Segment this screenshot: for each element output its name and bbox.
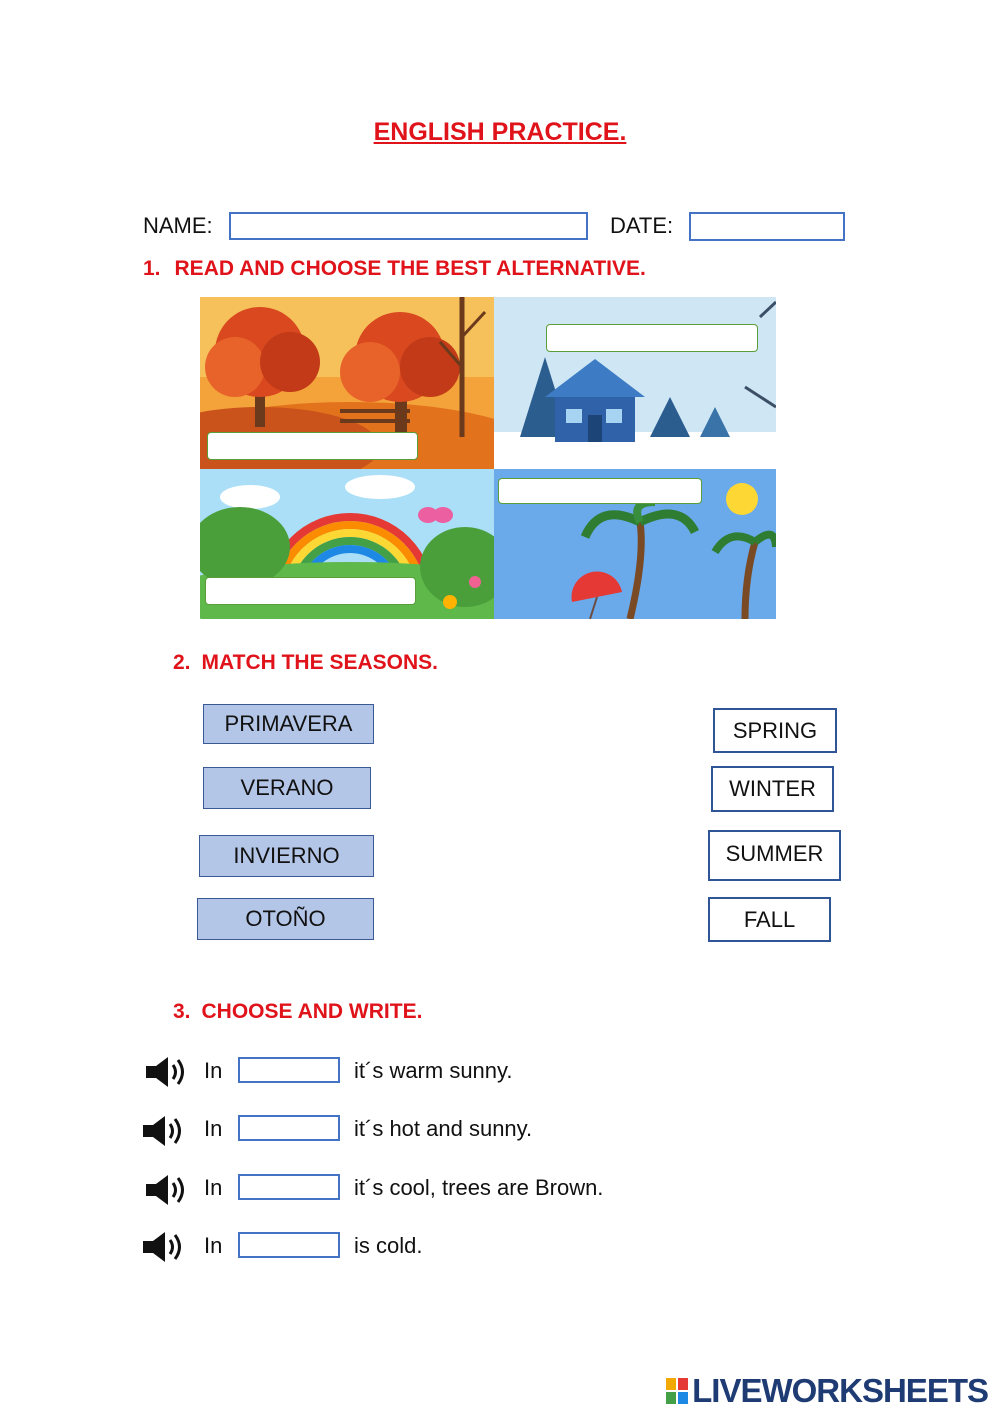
- winter-answer-field[interactable]: [546, 324, 758, 352]
- section1-heading: [143, 257, 646, 281]
- winter-scene: [494, 297, 776, 469]
- sentence-prefix: In: [204, 1116, 223, 1141]
- match-box-spring[interactable]: SPRING: [713, 708, 837, 753]
- date-label: DATE:: [610, 213, 674, 238]
- sentence-prefix: In: [204, 1175, 223, 1200]
- speaker-icon[interactable]: [144, 1172, 190, 1208]
- match-box-invierno[interactable]: INVIERNO: [199, 835, 374, 877]
- section2-title: MATCH THE SEASONS.: [201, 651, 438, 674]
- section2-heading: [173, 651, 438, 675]
- sentence-suffix: it´s warm sunny.: [354, 1058, 513, 1083]
- match-box-primavera[interactable]: PRIMAVERA: [203, 704, 374, 744]
- match-box-summer[interactable]: SUMMER: [708, 830, 841, 881]
- logo-text: LIVEWORKSHEETS: [692, 1372, 988, 1409]
- sentence-prefix: In: [204, 1058, 223, 1083]
- sentence-blank-2[interactable]: [238, 1115, 340, 1141]
- date-field[interactable]: [689, 212, 845, 241]
- name-field[interactable]: [229, 212, 588, 240]
- summer-answer-field[interactable]: [498, 478, 702, 504]
- spring-answer-field[interactable]: [205, 577, 416, 605]
- speaker-icon[interactable]: [144, 1054, 190, 1090]
- section1-number: 1.: [143, 257, 161, 280]
- match-box-otono[interactable]: OTOÑO: [197, 898, 374, 940]
- name-label: NAME:: [143, 213, 213, 238]
- match-box-winter[interactable]: WINTER: [711, 766, 834, 812]
- sentence-blank-1[interactable]: [238, 1057, 340, 1083]
- liveworksheets-logo-icon: [666, 1378, 688, 1404]
- speaker-icon[interactable]: [141, 1229, 187, 1265]
- sentence-blank-3[interactable]: [238, 1174, 340, 1200]
- sentence-suffix: it´s cool, trees are Brown.: [354, 1175, 604, 1200]
- match-box-verano[interactable]: VERANO: [203, 767, 371, 809]
- sentence-suffix: is cold.: [354, 1233, 423, 1258]
- sentence-prefix: In: [204, 1233, 223, 1258]
- autumn-answer-field[interactable]: [207, 432, 418, 460]
- sentence-suffix: it´s hot and sunny.: [354, 1116, 533, 1141]
- section2-number: 2.: [173, 651, 191, 674]
- speaker-icon[interactable]: [141, 1113, 187, 1149]
- section3-title: CHOOSE AND WRITE.: [201, 1000, 423, 1023]
- section3-heading: [173, 1000, 422, 1024]
- match-box-fall[interactable]: FALL: [708, 897, 831, 942]
- section3-number: 3.: [173, 1000, 191, 1023]
- sentence-blank-4[interactable]: [238, 1232, 340, 1258]
- liveworksheets-logo: [666, 1372, 988, 1410]
- section1-title: READ AND CHOOSE THE BEST ALTERNATIVE.: [174, 257, 646, 280]
- page-title: ENGLISH PRACTICE.: [373, 118, 627, 146]
